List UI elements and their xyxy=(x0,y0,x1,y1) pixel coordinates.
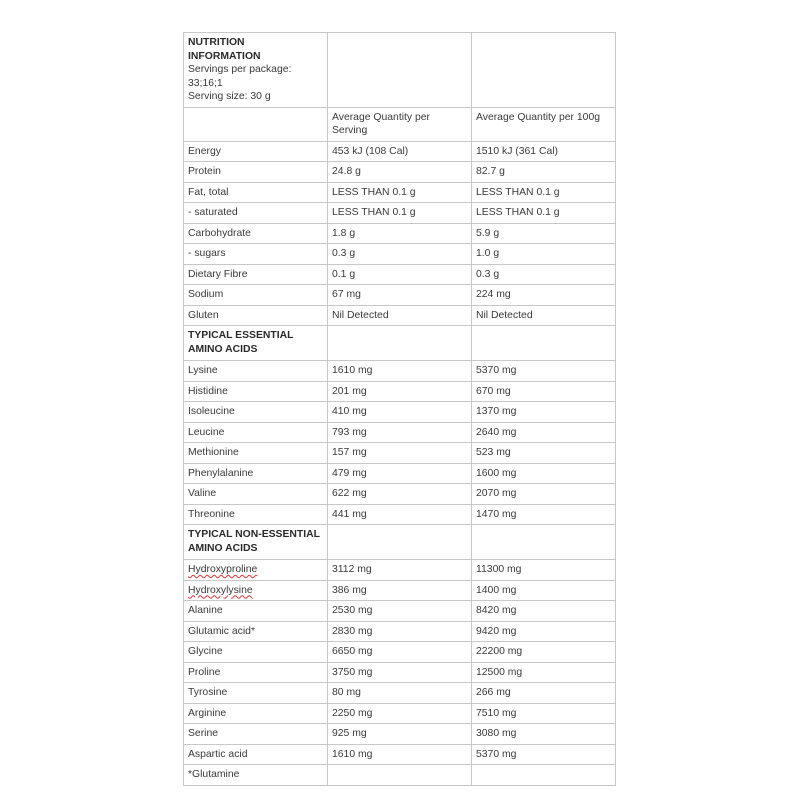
per-serving-value: 453 kJ (108 Cal) xyxy=(328,141,472,162)
essential-amino-heading-row xyxy=(184,326,616,361)
per-serving-value: 410 mg xyxy=(328,402,472,423)
per-serving-value: 80 mg xyxy=(328,683,472,704)
nutrient-name: Carbohydrate xyxy=(184,223,328,244)
amino-acid-row xyxy=(184,381,616,402)
per-serving-value: 622 mg xyxy=(328,484,472,505)
column-header-row xyxy=(184,107,616,141)
nutrient-name: Gluten xyxy=(184,305,328,326)
per-serving-value: 6650 mg xyxy=(328,642,472,663)
per-100g-value: 1600 mg xyxy=(472,463,616,484)
per-serving-value: LESS THAN 0.1 g xyxy=(328,203,472,224)
per-100g-value: 7510 mg xyxy=(472,703,616,724)
nutrient-name: Protein xyxy=(184,162,328,183)
per-100g-value: LESS THAN 0.1 g xyxy=(472,182,616,203)
servings-value: 33;16;1 xyxy=(188,77,223,89)
section-heading xyxy=(184,326,328,361)
panel-title-line1: NUTRITION xyxy=(188,37,245,48)
nutrient-name: Aspartic acid xyxy=(184,744,328,765)
nutrient-row xyxy=(184,203,616,224)
per-100g-value: 11300 mg xyxy=(472,560,616,581)
amino-acid-row xyxy=(184,504,616,525)
nutrient-row xyxy=(184,182,616,203)
per-100g-value: LESS THAN 0.1 g xyxy=(472,203,616,224)
amino-acid-row xyxy=(184,642,616,663)
per-serving-value: 1610 mg xyxy=(328,361,472,382)
amino-acid-row xyxy=(184,361,616,382)
nutrient-name: Hydroxyproline xyxy=(184,560,328,581)
panel-title-line2: INFORMATION xyxy=(188,50,261,62)
nutrient-name: Energy xyxy=(184,141,328,162)
per-100g-value: 670 mg xyxy=(472,381,616,402)
amino-acid-row xyxy=(184,422,616,443)
per-100g-value: 12500 mg xyxy=(472,662,616,683)
amino-acid-row xyxy=(184,744,616,765)
nutrient-name: Glutamic acid* xyxy=(184,621,328,642)
per-100g-value: 5370 mg xyxy=(472,744,616,765)
nutrient-name: - sugars xyxy=(184,244,328,265)
per-serving-value: LESS THAN 0.1 g xyxy=(328,182,472,203)
nutrient-row xyxy=(184,162,616,183)
per-100g-value: 1370 mg xyxy=(472,402,616,423)
header-empty-cell xyxy=(328,33,472,108)
per-100g-value: 0.3 g xyxy=(472,264,616,285)
nutrient-name: Hydroxylysine xyxy=(184,580,328,601)
per-serving-value: 24.8 g xyxy=(328,162,472,183)
amino-acid-row xyxy=(184,662,616,683)
per-100g-value: 1.0 g xyxy=(472,244,616,265)
non-essential-amino-heading-row xyxy=(184,525,616,560)
per-serving-value: 0.1 g xyxy=(328,264,472,285)
header-empty-cell xyxy=(472,33,616,108)
nutrient-name: Histidine xyxy=(184,381,328,402)
footnote: *Glutamine xyxy=(184,765,328,786)
per-100g-value: 224 mg xyxy=(472,285,616,306)
per-serving-value: 479 mg xyxy=(328,463,472,484)
amino-acid-row xyxy=(184,601,616,622)
nutrient-name: Dietary Fibre xyxy=(184,264,328,285)
per-serving-value: 2530 mg xyxy=(328,601,472,622)
nutrition-panel xyxy=(183,32,615,786)
section-empty-cell xyxy=(328,525,472,560)
nutrition-table xyxy=(183,32,616,786)
per-serving-value: 157 mg xyxy=(328,443,472,464)
per-100g-value: 1510 kJ (361 Cal) xyxy=(472,141,616,162)
nutrient-name: Fat, total xyxy=(184,182,328,203)
nutrient-name: Alanine xyxy=(184,601,328,622)
per-serving-value: 1.8 g xyxy=(328,223,472,244)
per-100g-value: 266 mg xyxy=(472,683,616,704)
per-serving-value: 2830 mg xyxy=(328,621,472,642)
column-header-empty xyxy=(184,107,328,141)
column-header-per-100g: Average Quantity per 100g xyxy=(472,107,616,141)
nutrient-name: Arginine xyxy=(184,703,328,724)
nutrient-name: Phenylalanine xyxy=(184,463,328,484)
footnote-empty-cell xyxy=(472,765,616,786)
nutrient-name: Isoleucine xyxy=(184,402,328,423)
amino-acid-row xyxy=(184,683,616,704)
nutrient-name: Tyrosine xyxy=(184,683,328,704)
nutrient-row xyxy=(184,305,616,326)
per-serving-value: 201 mg xyxy=(328,381,472,402)
nutrient-row xyxy=(184,141,616,162)
per-100g-value: 22200 mg xyxy=(472,642,616,663)
per-100g-value: 8420 mg xyxy=(472,601,616,622)
per-serving-value: 2250 mg xyxy=(328,703,472,724)
nutrient-name: Leucine xyxy=(184,422,328,443)
nutrient-name: Lysine xyxy=(184,361,328,382)
per-100g-value: 3080 mg xyxy=(472,724,616,745)
per-100g-value: Nil Detected xyxy=(472,305,616,326)
section-empty-cell xyxy=(328,326,472,361)
nutrient-name: Methionine xyxy=(184,443,328,464)
per-serving-value: 441 mg xyxy=(328,504,472,525)
nutrient-name: Valine xyxy=(184,484,328,505)
nutrient-name: Threonine xyxy=(184,504,328,525)
per-serving-value: 793 mg xyxy=(328,422,472,443)
amino-acid-row xyxy=(184,724,616,745)
column-header-per-serving: Average Quantity per Serving xyxy=(328,107,472,141)
amino-acid-row xyxy=(184,560,616,581)
header-row xyxy=(184,33,616,108)
per-100g-value: 5.9 g xyxy=(472,223,616,244)
serving-size: Serving size: 30 g xyxy=(188,91,271,102)
section-heading-line: AMINO ACIDS xyxy=(188,343,258,355)
section-heading xyxy=(184,525,328,560)
section-empty-cell xyxy=(472,525,616,560)
nutrient-row xyxy=(184,244,616,265)
section-heading-line: AMINO ACIDS xyxy=(188,542,258,554)
per-serving-value: 1610 mg xyxy=(328,744,472,765)
amino-acid-row xyxy=(184,484,616,505)
per-serving-value: 3750 mg xyxy=(328,662,472,683)
per-100g-value: 2070 mg xyxy=(472,484,616,505)
section-heading-line: TYPICAL ESSENTIAL xyxy=(188,330,294,341)
amino-acid-row xyxy=(184,580,616,601)
per-serving-value: 925 mg xyxy=(328,724,472,745)
per-100g-value: 82.7 g xyxy=(472,162,616,183)
per-100g-value: 2640 mg xyxy=(472,422,616,443)
nutrient-name: Glycine xyxy=(184,642,328,663)
per-serving-value: 67 mg xyxy=(328,285,472,306)
nutrient-row xyxy=(184,285,616,306)
amino-acid-row xyxy=(184,463,616,484)
nutrient-name: Proline xyxy=(184,662,328,683)
nutrient-row xyxy=(184,264,616,285)
per-serving-value: Nil Detected xyxy=(328,305,472,326)
section-heading-line: TYPICAL NON-ESSENTIAL xyxy=(188,529,321,540)
footnote-row xyxy=(184,765,616,786)
amino-acid-row xyxy=(184,443,616,464)
nutrient-name: - saturated xyxy=(184,203,328,224)
amino-acid-row xyxy=(184,703,616,724)
per-100g-value: 523 mg xyxy=(472,443,616,464)
nutrient-name: Sodium xyxy=(184,285,328,306)
per-100g-value: 5370 mg xyxy=(472,361,616,382)
header-info-cell xyxy=(184,33,328,108)
nutrient-row xyxy=(184,223,616,244)
footnote-empty-cell xyxy=(328,765,472,786)
amino-acid-row xyxy=(184,621,616,642)
per-100g-value: 9420 mg xyxy=(472,621,616,642)
amino-acid-row xyxy=(184,402,616,423)
section-empty-cell xyxy=(472,326,616,361)
per-serving-value: 386 mg xyxy=(328,580,472,601)
per-100g-value: 1470 mg xyxy=(472,504,616,525)
per-serving-value: 3112 mg xyxy=(328,560,472,581)
per-100g-value: 1400 mg xyxy=(472,580,616,601)
per-serving-value: 0.3 g xyxy=(328,244,472,265)
nutrient-name: Serine xyxy=(184,724,328,745)
servings-label: Servings per package: xyxy=(188,64,292,75)
